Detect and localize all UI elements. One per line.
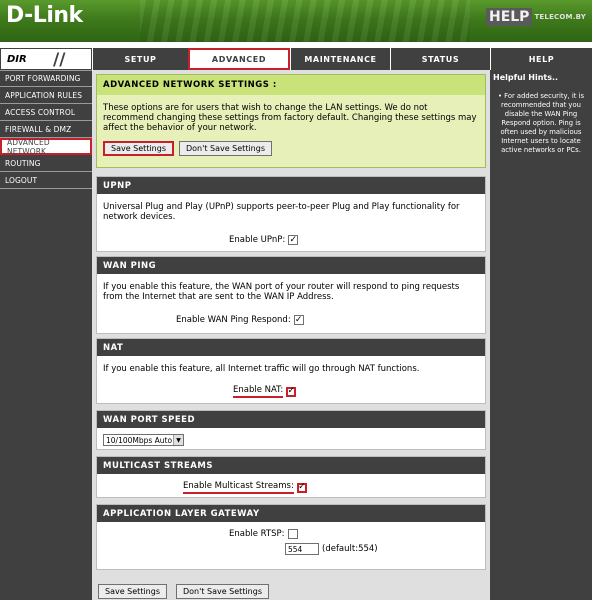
footer-save-settings-button[interactable]: Save Settings: [98, 584, 167, 599]
wan-port-speed-title: WAN PORT SPEED: [97, 411, 485, 428]
sidebar-item-logout[interactable]: LOGOUT: [0, 172, 92, 189]
model-label: [0, 48, 92, 70]
upnp-enable-row: [229, 235, 298, 245]
wan-port-speed-select[interactable]: [103, 434, 184, 446]
application-layer-gateway-section: [96, 504, 486, 570]
banner-decoration: [140, 0, 470, 42]
wan-port-speed-section: [96, 410, 486, 450]
wan-ping-description: If you enable this feature, the WAN port of your router will respond to ping requests from the Internet that are sent to the WAN IP Address.: [103, 282, 460, 302]
helpful-hints-panel: [490, 70, 592, 600]
chevron-down-icon: ▼: [173, 435, 183, 445]
rtsp-enable-checkbox[interactable]: [288, 529, 298, 539]
nat-section: [96, 338, 486, 404]
alg-title: APPLICATION LAYER GATEWAY: [97, 505, 485, 522]
upnp-section: [96, 176, 486, 252]
page-title: ADVANCED NETWORK SETTINGS :: [97, 75, 485, 95]
tab-maintenance[interactable]: MAINTENANCE: [290, 48, 390, 70]
multicast-enable-row: [183, 481, 307, 494]
upnp-enable-checkbox[interactable]: [288, 235, 298, 245]
rtsp-port-input[interactable]: 554: [285, 543, 319, 555]
tab-advanced[interactable]: ADVANCED: [188, 48, 290, 70]
header-banner: [0, 0, 592, 42]
save-settings-button[interactable]: Save Settings: [103, 141, 174, 156]
model-name: DIR: [7, 53, 27, 65]
wan-ping-section: [96, 256, 486, 334]
tab-setup[interactable]: SETUP: [92, 48, 188, 70]
top-navigation: [0, 48, 592, 70]
sidebar-item-port-forwarding[interactable]: PORT FORWARDING: [0, 70, 92, 87]
nat-enable-checkbox[interactable]: [286, 387, 296, 397]
main-content: [92, 70, 490, 600]
sidebar-item-routing[interactable]: ROUTING: [0, 155, 92, 172]
advanced-button-row: [103, 141, 272, 156]
wan-ping-title: WAN PING: [97, 257, 485, 274]
tab-help[interactable]: HELP: [490, 48, 592, 70]
left-sidebar: [0, 70, 92, 600]
upnp-title: UPNP: [97, 177, 485, 194]
tab-status[interactable]: STATUS: [390, 48, 490, 70]
footer-dont-save-settings-button[interactable]: Don't Save Settings: [176, 584, 269, 599]
rtsp-enable-row: [229, 529, 298, 539]
multicast-title: MULTICAST STREAMS: [97, 457, 485, 474]
wan-ping-enable-checkbox[interactable]: [294, 315, 304, 325]
nat-enable-row: [233, 385, 296, 398]
slash-decoration: //: [53, 50, 66, 70]
nat-enable-label: Enable NAT:: [233, 385, 283, 398]
dlink-logo: D-Link: [6, 3, 83, 28]
sidebar-item-access-control[interactable]: ACCESS CONTROL: [0, 104, 92, 121]
multicast-enable-checkbox[interactable]: [297, 483, 307, 493]
nat-title: NAT: [97, 339, 485, 356]
sidebar-item-firewall-dmz[interactable]: FIREWALL & DMZ: [0, 121, 92, 138]
sidebar-item-application-rules[interactable]: APPLICATION RULES: [0, 87, 92, 104]
wan-ping-enable-row: [176, 315, 304, 325]
wan-port-speed-value: 10/100Mbps Auto: [106, 435, 173, 445]
footer-button-row: [98, 584, 269, 599]
nat-description: If you enable this feature, all Internet traffic will go through NAT functions.: [103, 364, 420, 374]
hints-title: Helpful Hints..: [493, 73, 559, 82]
multicast-enable-label: Enable Multicast Streams:: [183, 481, 294, 494]
help-watermark-word: HELP: [486, 8, 532, 26]
advanced-description: These options are for users that wish to change the LAN settings. We do not recommend changing these settings from factory default. Changing these settings may affect the behavior of your network.: [103, 103, 477, 133]
upnp-enable-label: Enable UPnP:: [229, 235, 286, 245]
rtsp-port-row: [285, 543, 378, 555]
help-watermark: [486, 8, 586, 26]
wan-ping-enable-label: Enable WAN Ping Respond:: [176, 315, 291, 325]
sidebar-item-advanced-network[interactable]: ADVANCED NETWORK: [0, 138, 92, 155]
advanced-network-settings-panel: [96, 74, 486, 168]
wan-port-speed-row: [103, 434, 184, 446]
rtsp-enable-label: Enable RTSP:: [229, 529, 285, 539]
dont-save-settings-button[interactable]: Don't Save Settings: [179, 141, 272, 156]
help-watermark-domain: TELECOM.BY: [534, 13, 586, 21]
rtsp-default-hint: (default:554): [322, 544, 378, 554]
multicast-streams-section: [96, 456, 486, 498]
upnp-description: Universal Plug and Play (UPnP) supports peer-to-peer Plug and Play functionality for network devices.: [103, 202, 460, 222]
hints-body: • For added security, it is recommended that you disable the WAN Ping Respond option. Ping is often used by malicious Internet users to locate active networks or PCs.: [497, 92, 584, 154]
